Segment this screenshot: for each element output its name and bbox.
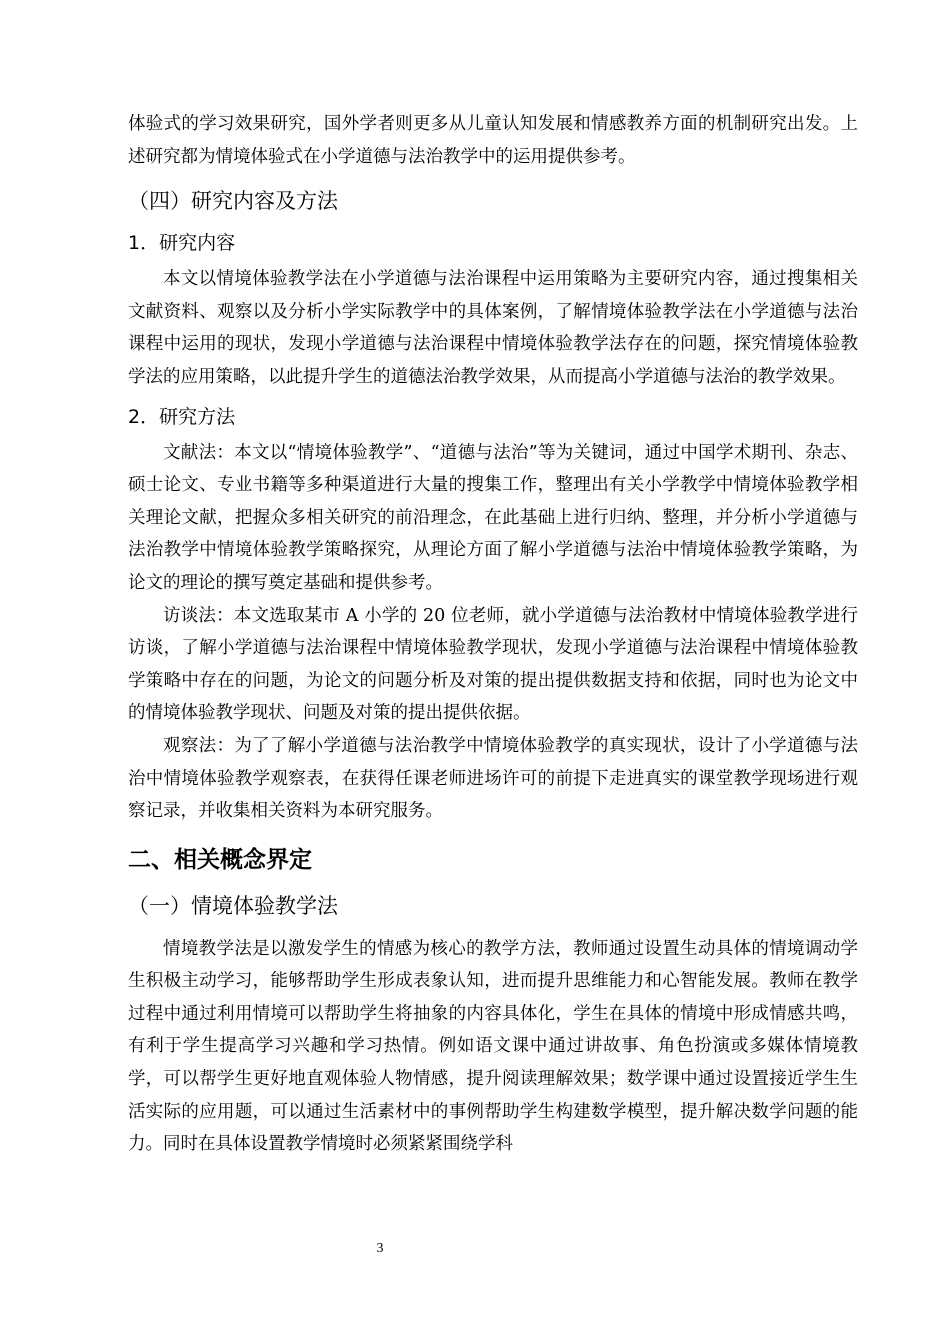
paragraph-prior-research: 体验式的学习效果研究，国外学者则更多从儿童认知发展和情感教养方面的机制研究出发。上述研究都为情境体验式在小学道德与法治教学中的运用提供参考。 xyxy=(128,114,858,167)
heading-research-methods: 2．研究方法 xyxy=(128,405,236,428)
page-body xyxy=(128,108,858,1161)
paragraph-interview-method: 访谈法：本文选取某市 A 小学的 20 位老师，就小学道德与法治教材中情境体验教学进行访谈，了解小学道德与法治课程中情境体验教学现状，发现小学道德与法治课程中情境体验教学策略中存在的问题，为论文的问题分析及对策的提出提供数据支持和依据，同时也为论文中的情境体验教学现状、问题及对策的提出提供依据。 xyxy=(128,605,858,724)
heading-situational-teaching: （一）情境体验教学法 xyxy=(128,893,338,918)
paragraph-literature-method: 文献法：本文以“情境体验教学”、“道德与法治”等为关键词，通过中国学术期刊、杂志、硕士论文、专业书籍等多种渠道进行大量的搜集工作，整理出有关小学教学中情境体验教学相关理论文献，把握众多相关研究的前沿理念，在此基础上进行归纳、整理，并分析小学道德与法治教学中情境体验教学策略探究，从理论方面了解小学道德与法治中情境体验教学策略，为论文的理论的撰写奠定基础和提供参考。 xyxy=(128,442,858,593)
paragraph-observation-method: 观察法：为了了解小学道德与法治教学中情境体验教学的真实现状，设计了小学道德与法治中情境体验教学观察表，在获得任课老师进场许可的前提下走进真实的课堂教学现场进行观察记录，并收集相关资料为本研究服务。 xyxy=(128,735,858,822)
paragraph-situational-teaching: 情境教学法是以激发学生的情感为核心的教学方法，教师通过设置生动具体的情境调动学生积极主动学习，能够帮助学生形成表象认知，进而提升思维能力和心智能发展。教师在教学过程中通过利用情境可以帮助学生将抽象的内容具体化，学生在具体的情境中形成情感共鸣，有利于学生提高学习兴趣和学习热情。例如语文课中通过讲故事、角色扮演或多媒体情境教学，可以帮学生更好地直观体验人物情感，提升阅读理解效果；数学课中通过设置接近学生生活实际的应用题，可以通过生活素材中的事例帮助学生构建数学模型，提升解决数学问题的能力。同时在具体设置教学情境时必须紧紧围绕学科 xyxy=(128,938,858,1155)
page-number: 3 xyxy=(376,1241,384,1256)
heading-concept-definitions: 二、相关概念界定 xyxy=(128,846,312,873)
paragraph-research-content: 本文以情境体验教学法在小学道德与法治课程中运用策略为主要研究内容，通过搜集相关文献资料、观察以及分析小学实际教学中的具体案例，了解情境体验教学法在小学道德与法治课程中运用的现状，发现小学道德与法治课程中情境体验教学法存在的问题，探究情境体验教学法的应用策略，以此提升学生的道德法治教学效果，从而提高小学道德与法治的教学效果。 xyxy=(128,269,858,387)
heading-research-content: 1．研究内容 xyxy=(128,232,236,255)
heading-research-content-methods: （四）研究内容及方法 xyxy=(128,189,338,214)
